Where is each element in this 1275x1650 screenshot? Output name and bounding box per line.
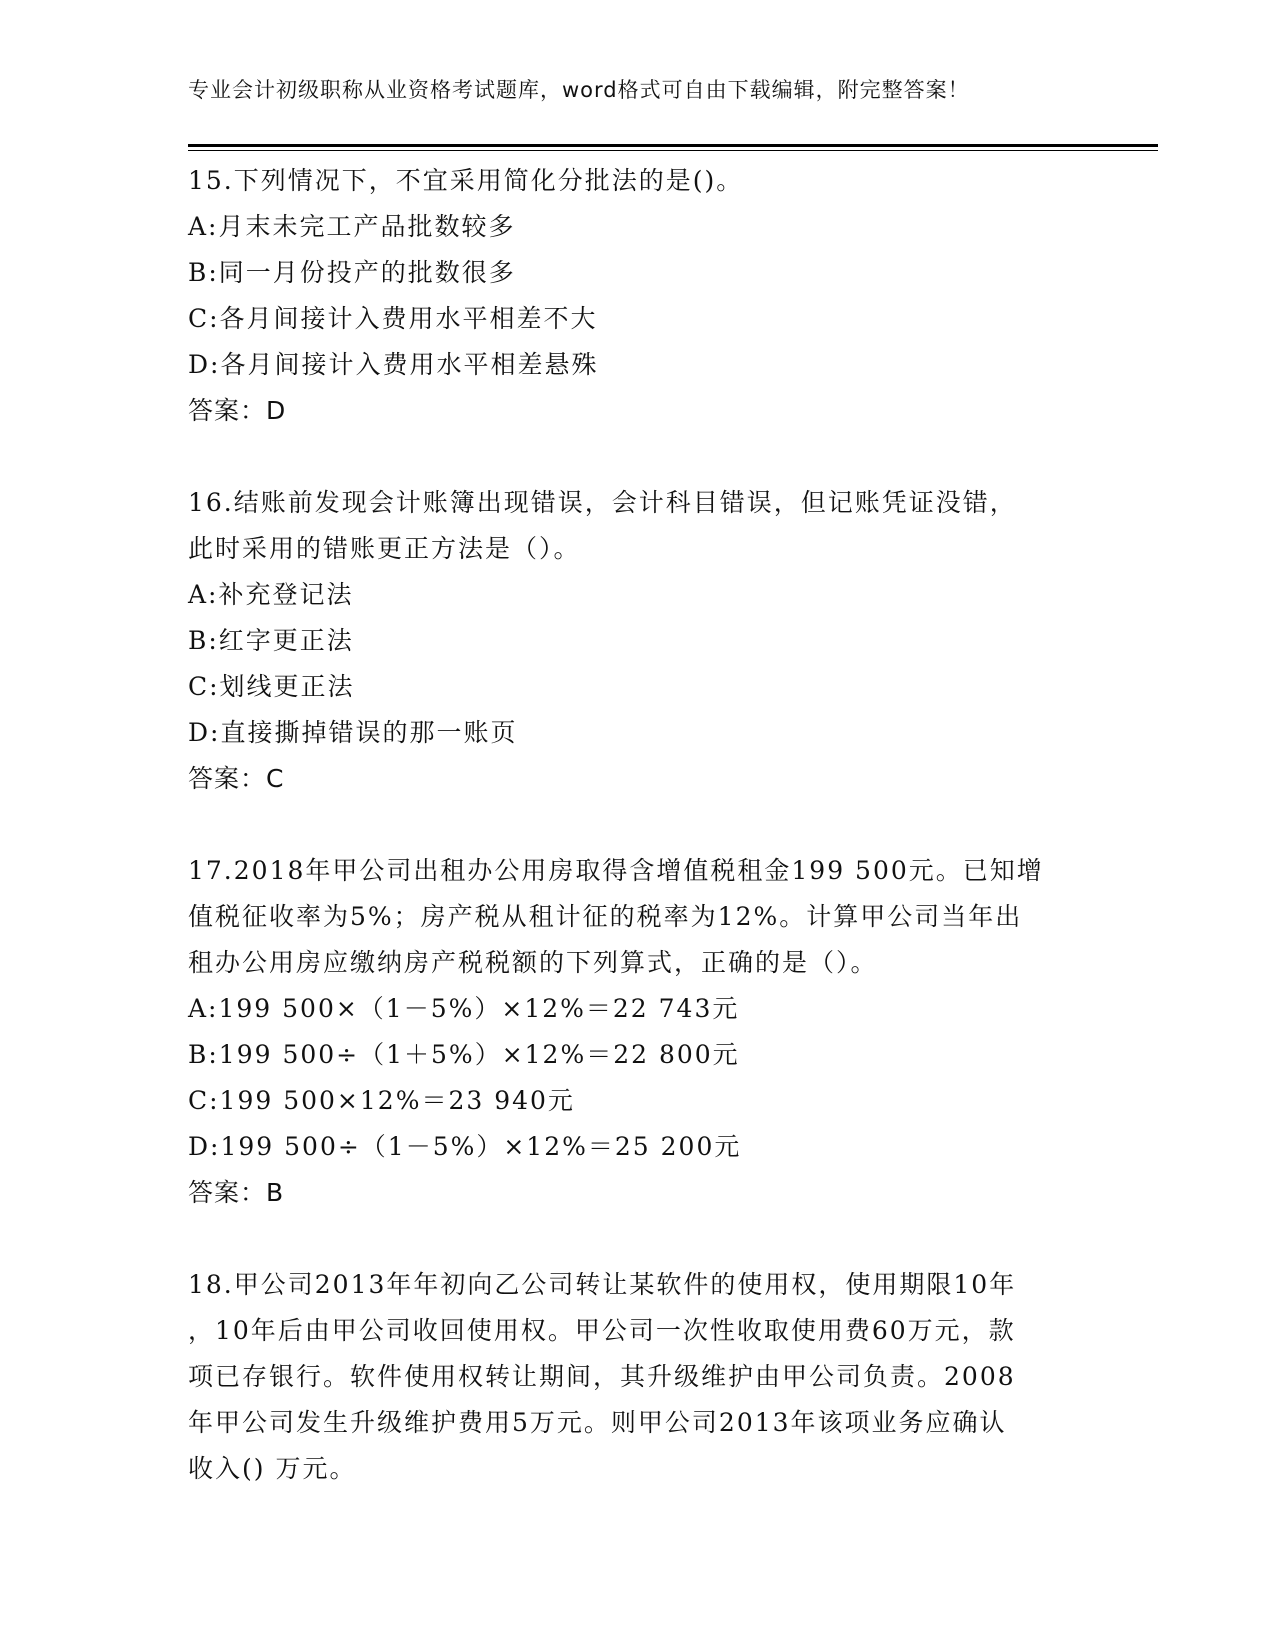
option-d: D:直接撕掉错误的那一账页 <box>188 718 518 747</box>
question-16 <box>188 480 1088 802</box>
option-b: B:199 500÷（1＋5%）×12%＝22 800元 <box>188 1040 740 1069</box>
question-15 <box>188 158 1088 434</box>
option-b: B:同一月份投产的批数很多 <box>188 258 516 287</box>
question-stem: ，10年后由甲公司收回使用权。甲公司一次性收取使用费60万元，款 <box>188 1316 1016 1345</box>
header-rule-thick <box>188 144 1158 147</box>
document-header: 专业会计初级职称从业资格考试题库，word格式可自由下载编辑，附完整答案！ <box>188 78 970 102</box>
option-b: B:红字更正法 <box>188 626 354 655</box>
question-stem: 值税征收率为5%；房产税从租计征的税率为12%。计算甲公司当年出 <box>188 902 1023 931</box>
spacer <box>188 802 1088 848</box>
option-c: C:199 500×12%＝23 940元 <box>188 1086 575 1115</box>
spacer <box>188 1216 1088 1262</box>
option-c: C:划线更正法 <box>188 672 355 701</box>
question-17 <box>188 848 1088 1216</box>
question-stem: 17.2018年甲公司出租办公用房取得含增值税租金199 500元。已知增 <box>188 856 1044 885</box>
question-stem: 租办公用房应缴纳房产税税额的下列算式，正确的是（）。 <box>188 948 878 977</box>
question-stem: 此时采用的错账更正方法是（）。 <box>188 534 581 563</box>
header-rule-thin <box>188 150 1158 151</box>
answer-line: 答案：B <box>188 1178 285 1207</box>
question-stem: 15.下列情况下，不宜采用简化分批法的是()。 <box>188 166 744 195</box>
answer-line: 答案：D <box>188 396 287 425</box>
spacer <box>188 434 1088 480</box>
option-c: C:各月间接计入费用水平相差不大 <box>188 304 598 333</box>
question-stem: 16.结账前发现会计账簿出现错误，会计科目错误，但记账凭证没错， <box>188 488 1017 517</box>
option-a: A:199 500×（1－5%）×12%＝22 743元 <box>188 994 740 1023</box>
question-list <box>188 158 1088 1492</box>
question-stem: 18.甲公司2013年年初向乙公司转让某软件的使用权，使用期限10年 <box>188 1270 1017 1299</box>
option-d: D:各月间接计入费用水平相差悬殊 <box>188 350 599 379</box>
option-a: A:补充登记法 <box>188 580 354 609</box>
question-stem: 年甲公司发生升级维护费用5万元。则甲公司2013年该项业务应确认 <box>188 1408 1007 1437</box>
question-18 <box>188 1262 1088 1492</box>
question-stem: 项已存银行。软件使用权转让期间，其升级维护由甲公司负责。2008 <box>188 1362 1016 1391</box>
option-a: A:月末未完工产品批数较多 <box>188 212 516 241</box>
option-d: D:199 500÷（1－5%）×12%＝25 200元 <box>188 1132 742 1161</box>
answer-line: 答案：C <box>188 764 285 793</box>
question-stem: 收入() 万元。 <box>188 1454 357 1483</box>
